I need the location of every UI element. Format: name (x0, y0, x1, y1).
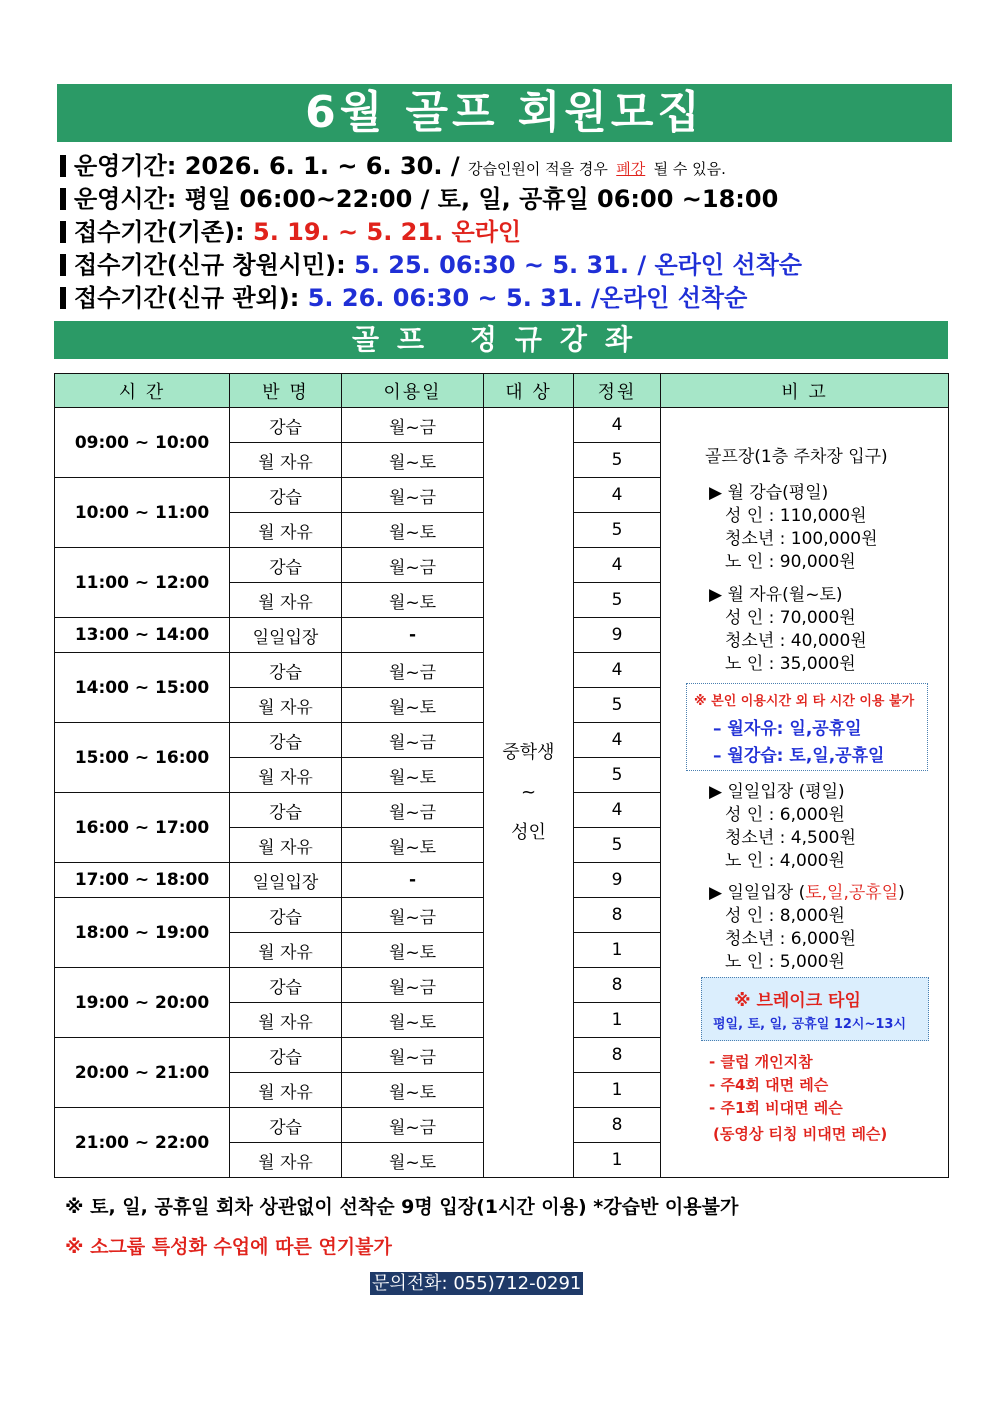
reg-new-city-value: 5. 25. 06:30 ~ 5. 31. / 온라인 선착순 (354, 251, 802, 279)
time-slot: 18:00 ~ 19:00 (55, 898, 230, 968)
time-slot: 10:00 ~ 11:00 (55, 478, 230, 548)
class-name: 강습 (230, 723, 342, 758)
class-name: 월 자유 (230, 828, 342, 863)
time-slot: 21:00 ~ 22:00 (55, 1108, 230, 1178)
monthly-lesson-senior: 노 인 : 90,000원 (725, 552, 856, 572)
club-note-1: - 클럽 개인지참 (709, 1053, 813, 1071)
bullet-bar (60, 188, 66, 210)
class-days: 월~토 (342, 443, 484, 478)
class-capacity: 9 (574, 618, 661, 653)
notes-location: 골프장(1층 주차장 입구) (705, 447, 888, 467)
hours-label: 운영시간: (74, 185, 177, 213)
class-name: 월 자유 (230, 1003, 342, 1038)
period-note-end: 될 수 있음. (653, 160, 726, 178)
class-capacity: 4 (574, 793, 661, 828)
class-days: 월~토 (342, 1073, 484, 1108)
header-time: 시 간 (55, 374, 230, 408)
class-capacity: 5 (574, 758, 661, 793)
class-name: 강습 (230, 653, 342, 688)
daily-weekday-youth: 청소년 : 4,500원 (725, 828, 856, 848)
class-capacity: 1 (574, 1073, 661, 1108)
schedule-table (54, 373, 949, 1178)
monthly-lesson-youth: 청소년 : 100,000원 (725, 529, 878, 549)
target-audience (484, 408, 574, 1178)
reg-new-city-label: 접수기간(신규 창원시민): (74, 251, 346, 279)
daily-weekend-senior: 노 인 : 5,000원 (725, 952, 845, 972)
time-slot: 16:00 ~ 17:00 (55, 793, 230, 863)
class-name: 강습 (230, 898, 342, 933)
class-capacity: 1 (574, 1003, 661, 1038)
class-capacity: 5 (574, 583, 661, 618)
bullet-bar (60, 155, 66, 177)
class-name: 강습 (230, 968, 342, 1003)
registration-new-outside (60, 282, 960, 315)
daily-weekday-title: ▶ 일일입장 (평일) (709, 782, 845, 802)
class-capacity: 8 (574, 898, 661, 933)
restriction-title: ※ 본인 이용시간 외 타 시간 이용 불가 (694, 694, 915, 709)
class-name: 강습 (230, 1038, 342, 1073)
class-days: 월~금 (342, 898, 484, 933)
monthly-lesson-title: ▶ 월 강습(평일) (709, 483, 829, 503)
time-slot: 15:00 ~ 16:00 (55, 723, 230, 793)
time-slot: 19:00 ~ 20:00 (55, 968, 230, 1038)
bullet-bar (60, 254, 66, 276)
class-name: 강습 (230, 1108, 342, 1143)
time-slot: 11:00 ~ 12:00 (55, 548, 230, 618)
class-days: 월~토 (342, 758, 484, 793)
period-note: 강습인원이 적을 경우 (467, 160, 608, 178)
reg-existing-label: 접수기간(기존): (74, 218, 245, 246)
operating-period (60, 150, 960, 183)
break-time-value: 평일, 토, 일, 공휴일 12시~13시 (713, 1017, 907, 1032)
class-days: 월~금 (342, 968, 484, 1003)
cancel-note: 폐강 (616, 160, 646, 178)
class-capacity: 8 (574, 1038, 661, 1073)
hours-value: 평일 06:00~22:00 / 토, 일, 공휴일 06:00 ~18:00 (184, 185, 779, 213)
contact-phone: 문의전화: 055)712-0291 (372, 1273, 582, 1294)
class-capacity: 4 (574, 408, 661, 443)
daily-weekday-senior: 노 인 : 4,000원 (725, 851, 845, 871)
time-slot: 09:00 ~ 10:00 (55, 408, 230, 478)
daily-weekday-adult: 성 인 : 6,000원 (725, 805, 845, 825)
table-row (55, 408, 949, 443)
club-note-4: (동영상 티칭 비대면 레슨) (713, 1125, 888, 1143)
daily-weekend-youth: 청소년 : 6,000원 (725, 929, 856, 949)
class-capacity: 1 (574, 1143, 661, 1178)
time-slot: 14:00 ~ 15:00 (55, 653, 230, 723)
reg-existing-value: 5. 19. ~ 5. 21. 온라인 (253, 218, 522, 246)
class-name: 강습 (230, 793, 342, 828)
class-capacity: 4 (574, 548, 661, 583)
target-line: 성인 (511, 821, 546, 843)
period-value: 2026. 6. 1. ~ 6. 30. / (184, 152, 460, 180)
section-title: 골프 정규강좌 (54, 321, 948, 359)
daily-weekend-days: 토,일,공휴일 (805, 883, 899, 903)
monthly-free-senior: 노 인 : 35,000원 (725, 654, 856, 674)
notes-panel (661, 408, 948, 1177)
class-days: 월~금 (342, 723, 484, 758)
class-days: 월~금 (342, 793, 484, 828)
class-days: 월~토 (342, 583, 484, 618)
operating-hours (60, 183, 960, 216)
break-time-title: ※ 브레이크 타임 (734, 991, 861, 1011)
header-class: 반 명 (230, 374, 342, 408)
daily-weekend-title-a: ▶ 일일입장 ( (709, 883, 806, 903)
target-line: 중학생 (502, 741, 555, 763)
table-header-row (55, 374, 949, 408)
period-label: 운영기간: (74, 152, 177, 180)
class-name: 월 자유 (230, 443, 342, 478)
class-name: 강습 (230, 478, 342, 513)
daily-weekend-title-b: ) (898, 883, 905, 903)
class-days: 월~금 (342, 1038, 484, 1073)
bullet-bar (60, 287, 66, 309)
class-name: 월 자유 (230, 758, 342, 793)
class-capacity: 4 (574, 653, 661, 688)
class-name: 월 자유 (230, 933, 342, 968)
class-days: 월~금 (342, 478, 484, 513)
header-capacity: 정원 (574, 374, 661, 408)
header-notes: 비 고 (661, 374, 949, 408)
class-capacity: 1 (574, 933, 661, 968)
class-name: 일일입장 (230, 863, 342, 898)
monthly-free-adult: 성 인 : 70,000원 (725, 608, 856, 628)
reg-new-out-label: 접수기간(신규 관외): (74, 284, 300, 312)
class-days: 월~금 (342, 408, 484, 443)
time-slot: 20:00 ~ 21:00 (55, 1038, 230, 1108)
class-capacity: 8 (574, 1108, 661, 1143)
footer-note-1: ※ 토, 일, 공휴일 회차 상관없이 선착순 9명 입장(1시간 이용) *강습반 이용불가 (65, 1196, 739, 1218)
club-note-2: - 주4회 대면 레슨 (709, 1076, 829, 1094)
reg-new-out-value: 5. 26. 06:30 ~ 5. 31. /온라인 선착순 (307, 284, 748, 312)
class-name: 강습 (230, 408, 342, 443)
daily-weekend-adult: 성 인 : 8,000원 (725, 906, 845, 926)
class-days: 월~토 (342, 1143, 484, 1178)
class-name: 월 자유 (230, 1073, 342, 1108)
bullet-bar (60, 221, 66, 243)
class-days: 월~금 (342, 653, 484, 688)
monthly-lesson-adult: 성 인 : 110,000원 (725, 506, 867, 526)
footer-note-2: ※ 소그룹 특성화 수업에 따른 연기불가 (65, 1236, 392, 1258)
monthly-free-youth: 청소년 : 40,000원 (725, 631, 867, 651)
club-note-3: - 주1회 비대면 레슨 (709, 1099, 843, 1117)
daily-weekend-title (709, 878, 905, 903)
class-days: - (342, 863, 484, 898)
class-capacity: 5 (574, 443, 661, 478)
time-slot: 13:00 ~ 14:00 (55, 618, 230, 653)
class-name: 강습 (230, 548, 342, 583)
notes-cell (661, 408, 949, 1178)
class-days: 월~토 (342, 688, 484, 723)
class-days: 월~토 (342, 513, 484, 548)
header-target: 대 상 (484, 374, 574, 408)
class-capacity: 4 (574, 723, 661, 758)
class-days: 월~금 (342, 1108, 484, 1143)
class-capacity: 8 (574, 968, 661, 1003)
class-capacity: 5 (574, 828, 661, 863)
class-name: 일일입장 (230, 618, 342, 653)
monthly-free-title: ▶ 월 자유(월~토) (709, 585, 843, 605)
registration-new-city (60, 249, 960, 282)
class-name: 월 자유 (230, 583, 342, 618)
class-capacity: 5 (574, 513, 661, 548)
class-days: 월~토 (342, 1003, 484, 1038)
header-days: 이용일 (342, 374, 484, 408)
class-days: 월~토 (342, 828, 484, 863)
class-days: 월~금 (342, 548, 484, 583)
time-slot: 17:00 ~ 18:00 (55, 863, 230, 898)
info-section (60, 150, 960, 315)
class-capacity: 9 (574, 863, 661, 898)
class-name: 월 자유 (230, 513, 342, 548)
class-name: 월 자유 (230, 688, 342, 723)
restriction-lesson: – 월강습: 토,일,공휴일 (713, 746, 885, 766)
target-line: ~ (520, 781, 537, 803)
restriction-free: – 월자유: 일,공휴일 (713, 719, 862, 739)
class-days: - (342, 618, 484, 653)
class-days: 월~토 (342, 933, 484, 968)
class-name: 월 자유 (230, 1143, 342, 1178)
class-capacity: 5 (574, 688, 661, 723)
class-capacity: 4 (574, 478, 661, 513)
registration-existing (60, 216, 960, 249)
page-title: 6월 골프 회원모집 (57, 84, 952, 142)
